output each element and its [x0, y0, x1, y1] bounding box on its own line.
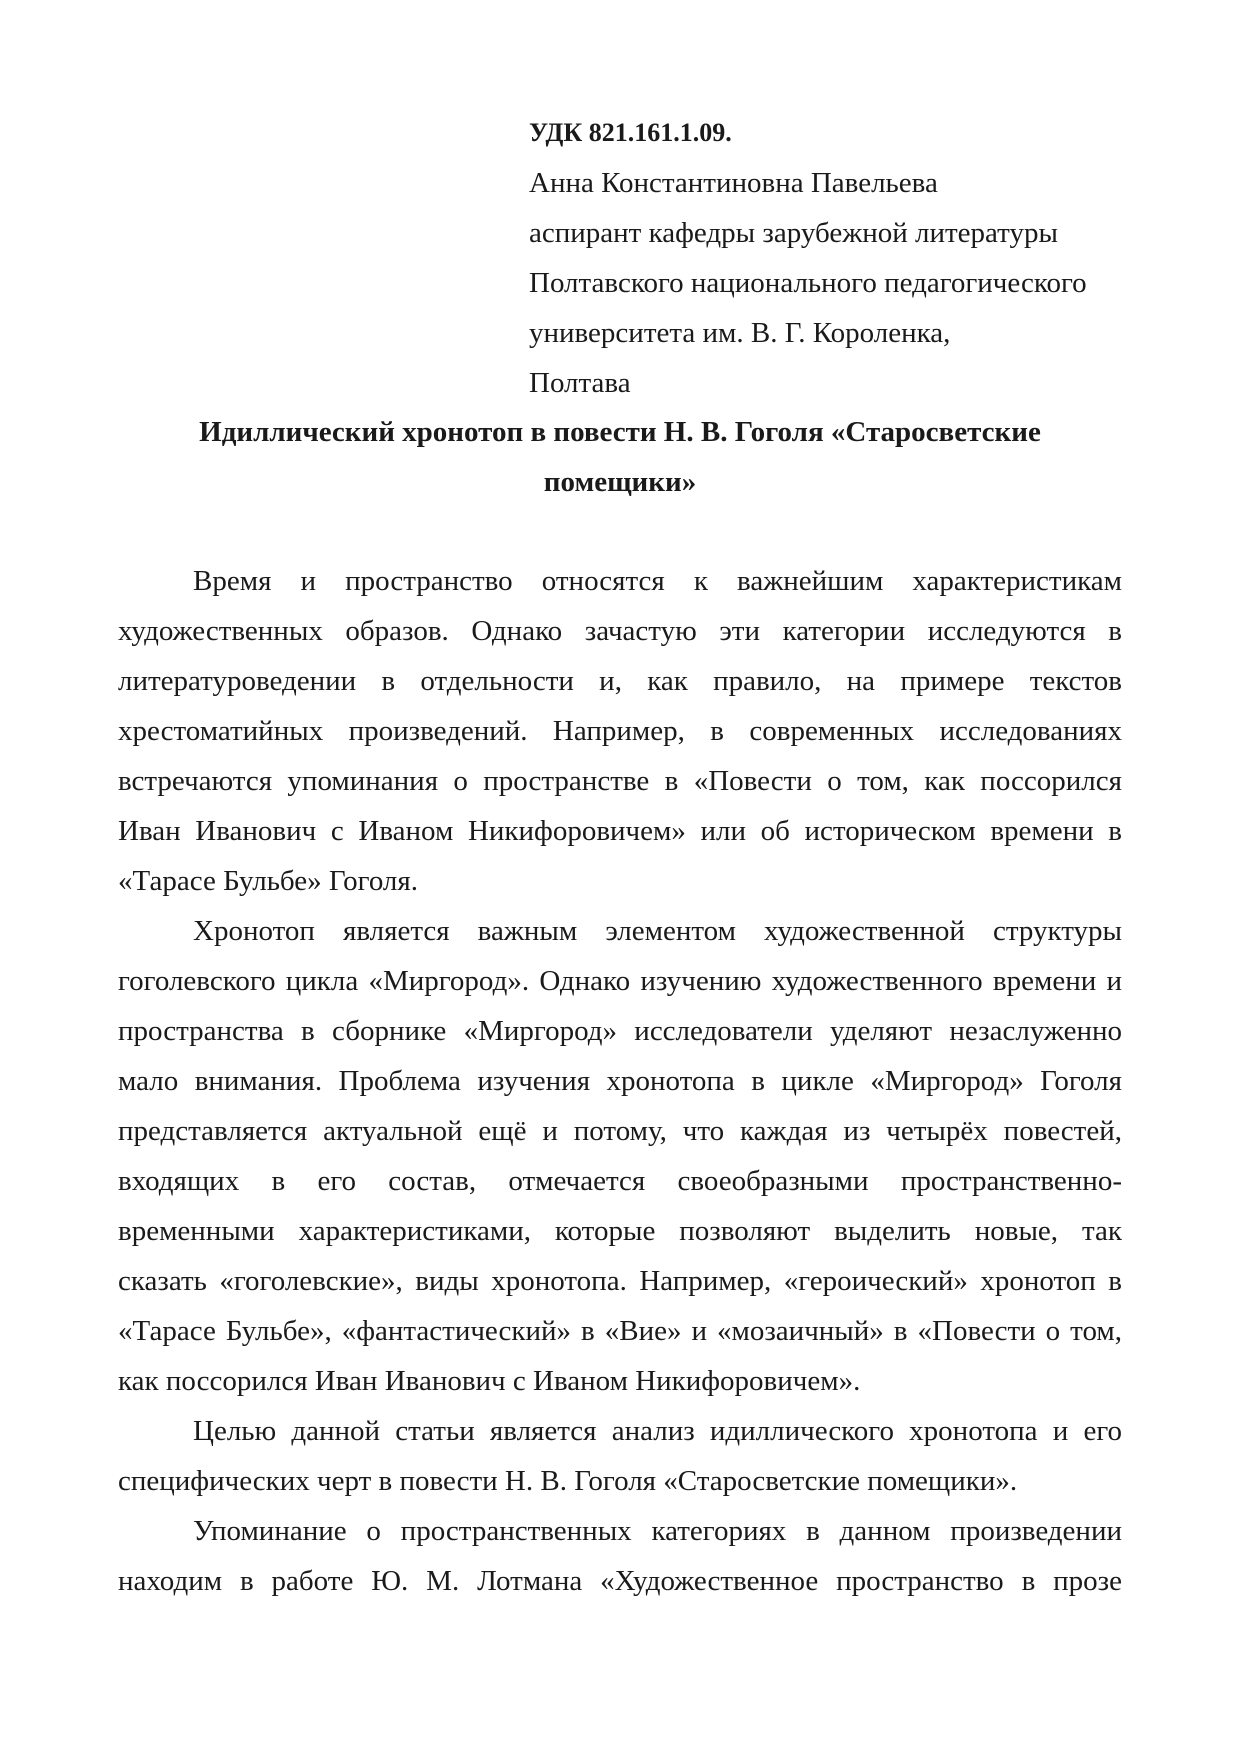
body-line: «Тарасе Бульбе», «фантастический» в «Вие» и «мозаичный» в «Повести о том, — [118, 1315, 1122, 1347]
author-institution: Полтавского национального педагогического — [529, 267, 1087, 299]
article-title — [118, 407, 1122, 507]
body-line: гоголевского цикла «Миргород». Однако изучению художественного времени и — [118, 965, 1122, 997]
body-line: «Тарасе Бульбе» Гоголя. — [118, 865, 418, 897]
body-line: пространства в сборнике «Миргород» исследователи уделяют незаслуженно — [118, 1015, 1122, 1047]
body-line: сказать «гоголевские», виды хронотопа. Например, «героический» хронотоп в — [118, 1265, 1122, 1297]
body-line: Целью данной статьи является анализ идиллического хронотопа и его — [193, 1415, 1122, 1447]
title-line: Идиллический хронотоп в повести Н. В. Гоголя «Старосветские — [199, 416, 1041, 448]
body-line: литературоведении в отдельности и, как правило, на примере текстов — [118, 665, 1122, 697]
body-line: Иван Иванович с Иваном Никифоровичем» или об историческом времени в — [118, 815, 1122, 847]
author-position: аспирант кафедры зарубежной литературы — [529, 217, 1058, 249]
udk-code: УДК 821.161.1.09. — [529, 118, 732, 147]
article-body — [118, 556, 1122, 1606]
body-line: художественных образов. Однако зачастую эти категории исследуются в — [118, 615, 1122, 647]
author-university: университета им. В. Г. Короленка, — [529, 317, 951, 349]
body-line: как поссорился Иван Иванович с Иваном Никифоровичем». — [118, 1365, 861, 1397]
body-line: Время и пространство относятся к важнейшим характеристикам — [193, 565, 1122, 597]
body-line: Хронотоп является важным элементом художественной структуры — [193, 915, 1122, 947]
body-line: специфических черт в повести Н. В. Гоголя «Старосветские помещики». — [118, 1465, 1018, 1497]
body-line: Упоминание о пространственных категориях в данном произведении — [193, 1515, 1122, 1547]
title-line: помещики» — [543, 466, 697, 498]
body-line: находим в работе Ю. М. Лотмана «Художественное пространство в прозе — [118, 1565, 1122, 1597]
body-line: временными характеристиками, которые позволяют выделить новые, так — [118, 1215, 1122, 1247]
author-city: Полтава — [529, 367, 631, 399]
body-line: хрестоматийных произведений. Например, в современных исследованиях — [118, 715, 1122, 747]
body-line: входящих в его состав, отмечается своеобразными пространственно- — [118, 1165, 1122, 1197]
author-name: Анна Константиновна Павельева — [529, 167, 938, 199]
author-info — [529, 158, 1169, 408]
body-line: представляется актуальной ещё и потому, что каждая из четырёх повестей, — [118, 1115, 1122, 1147]
body-line: мало внимания. Проблема изучения хронотопа в цикле «Миргород» Гоголя — [118, 1065, 1122, 1097]
body-line: встречаются упоминания о пространстве в «Повести о том, как поссорился — [118, 765, 1122, 797]
